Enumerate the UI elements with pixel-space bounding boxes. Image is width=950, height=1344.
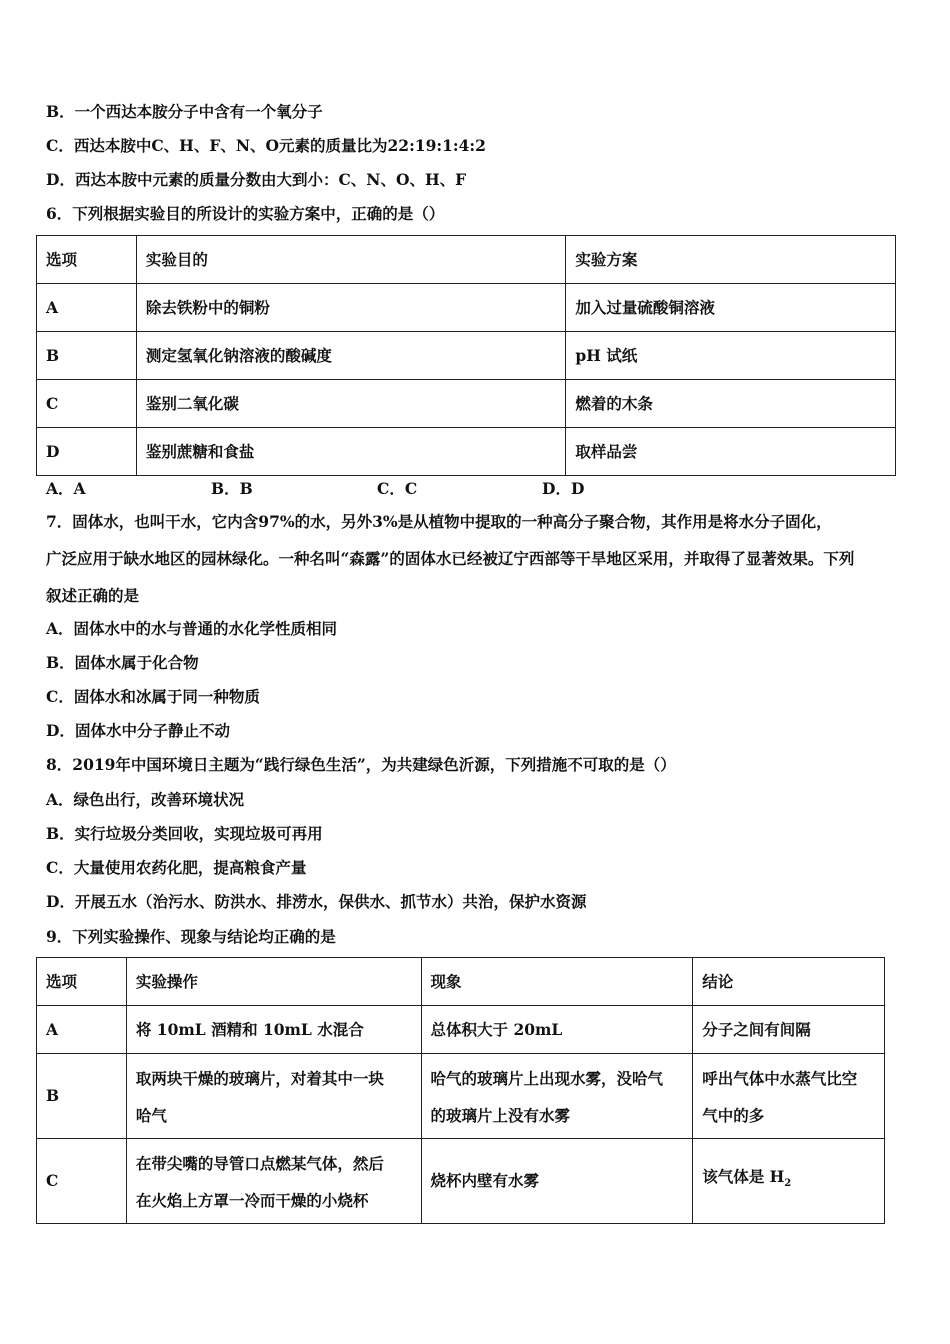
q7-stem-line-2: 广泛应用于缺水地区的园林绿化。一种名叫“森露”的固体水已经被辽宁西部等干旱地区采用，并取得了显著效果。下列 bbox=[46, 549, 855, 568]
q6-answer-c: C．C bbox=[377, 479, 418, 498]
q5-option-c: C．西达本胺中C、H、F、N、O元素的质量比为22:19:1:4:2 bbox=[46, 136, 486, 155]
table-header-cell: 实验方案 bbox=[566, 236, 896, 284]
q8-stem: 8．2019年中国环境日主题为“践行绿色生活”，为共建绿色沂源，下列措施不可取的是（） bbox=[46, 755, 676, 774]
table-cell: C bbox=[37, 1139, 127, 1224]
table-row bbox=[37, 380, 896, 428]
table-cell: A bbox=[37, 1006, 127, 1054]
cell-line: 气中的多 bbox=[702, 1106, 765, 1125]
table-row bbox=[37, 332, 896, 380]
cell-line: 呼出气体中水蒸气比空 bbox=[702, 1069, 858, 1088]
table-cell: 将 10mL 酒精和 10mL 水混合 bbox=[126, 1006, 421, 1054]
table-cell: 除去铁粉中的铜粉 bbox=[136, 284, 565, 332]
table-cell: D bbox=[37, 428, 137, 476]
table-header-cell: 现象 bbox=[421, 958, 693, 1006]
q5-option-b: B．一个西达本胺分子中含有一个氧分子 bbox=[46, 102, 323, 121]
subscript: 2 bbox=[784, 1178, 792, 1190]
q9-table bbox=[36, 957, 885, 1224]
cell-line: 的玻璃片上没有水雾 bbox=[430, 1106, 571, 1125]
q7-stem-line-3: 叙述正确的是 bbox=[46, 586, 140, 605]
table-cell: 取样品尝 bbox=[566, 428, 896, 476]
table-cell bbox=[693, 1139, 885, 1224]
table-cell: 鉴别二氧化碳 bbox=[136, 380, 565, 428]
table-cell: C bbox=[37, 380, 137, 428]
q7-option-a: A．固体水中的水与普通的水化学性质相同 bbox=[46, 619, 338, 638]
table-cell: 测定氢氧化钠溶液的酸碱度 bbox=[136, 332, 565, 380]
table-row bbox=[37, 1139, 885, 1224]
q6-answer-a: A．A bbox=[46, 479, 86, 498]
table-cell: B bbox=[37, 1054, 127, 1139]
table-cell: 烧杯内壁有水雾 bbox=[421, 1139, 693, 1224]
table-cell: 分子之间有间隔 bbox=[693, 1006, 885, 1054]
q8-option-d: D．开展五水（治污水、防洪水、排涝水，保供水、抓节水）共治，保护水资源 bbox=[46, 892, 587, 911]
q6-table-header bbox=[37, 236, 896, 284]
q8-option-a: A．绿色出行，改善环境状况 bbox=[46, 790, 245, 809]
table-cell: 总体积大于 20mL bbox=[421, 1006, 693, 1054]
table-cell: 加入过量硫酸铜溶液 bbox=[566, 284, 896, 332]
table-cell: pH 试纸 bbox=[566, 332, 896, 380]
table-header-cell: 实验目的 bbox=[136, 236, 565, 284]
cell-line: 在火焰上方罩一冷而干燥的小烧杯 bbox=[135, 1191, 369, 1210]
conclusion-text: 该气体是 H bbox=[702, 1167, 785, 1187]
q6-table bbox=[36, 235, 896, 476]
cell-line: 哈气 bbox=[135, 1106, 167, 1125]
table-cell: 鉴别蔗糖和食盐 bbox=[136, 428, 565, 476]
q5-option-d: D．西达本胺中元素的质量分数由大到小：C、N、O、H、F bbox=[46, 170, 467, 189]
table-header-cell: 选项 bbox=[37, 236, 137, 284]
table-cell bbox=[421, 1054, 693, 1139]
table-cell bbox=[126, 1054, 421, 1139]
q9-stem: 9．下列实验操作、现象与结论均正确的是 bbox=[46, 927, 336, 946]
table-header-cell: 选项 bbox=[37, 958, 127, 1006]
q7-option-d: D．固体水中分子静止不动 bbox=[46, 721, 230, 740]
table-row bbox=[37, 284, 896, 332]
q7-option-c: C．固体水和冰属于同一种物质 bbox=[46, 687, 260, 706]
table-cell: 燃着的木条 bbox=[566, 380, 896, 428]
table-row bbox=[37, 1054, 885, 1139]
q6-answer-d: D．D bbox=[542, 479, 585, 498]
q6-answer-b: B．B bbox=[211, 479, 253, 498]
table-row bbox=[37, 428, 896, 476]
q8-option-c: C．大量使用农药化肥，提高粮食产量 bbox=[46, 858, 307, 877]
cell-line: 取两块干燥的玻璃片，对着其中一块 bbox=[135, 1069, 384, 1088]
q9-table-header bbox=[37, 958, 885, 1006]
q7-option-b: B．固体水属于化合物 bbox=[46, 653, 199, 672]
q8-option-b: B．实行垃圾分类回收，实现垃圾可再用 bbox=[46, 824, 323, 843]
table-header-cell: 实验操作 bbox=[126, 958, 421, 1006]
table-cell bbox=[126, 1139, 421, 1224]
cell-line: 在带尖嘴的导管口点燃某气体，然后 bbox=[135, 1154, 384, 1173]
table-cell: B bbox=[37, 332, 137, 380]
table-cell: A bbox=[37, 284, 137, 332]
q7-stem-line-1: 7．固体水，也叫干水，它内含97%的水，另外3%是从植物中提取的一种高分子聚合物，其作用是将水分子固化， bbox=[46, 512, 832, 531]
table-cell bbox=[693, 1054, 885, 1139]
table-header-cell: 结论 bbox=[693, 958, 885, 1006]
q6-stem: 6．下列根据实验目的所设计的实验方案中，正确的是（） bbox=[46, 204, 445, 223]
table-row bbox=[37, 1006, 885, 1054]
cell-line: 哈气的玻璃片上出现水雾，没哈气 bbox=[430, 1069, 664, 1088]
